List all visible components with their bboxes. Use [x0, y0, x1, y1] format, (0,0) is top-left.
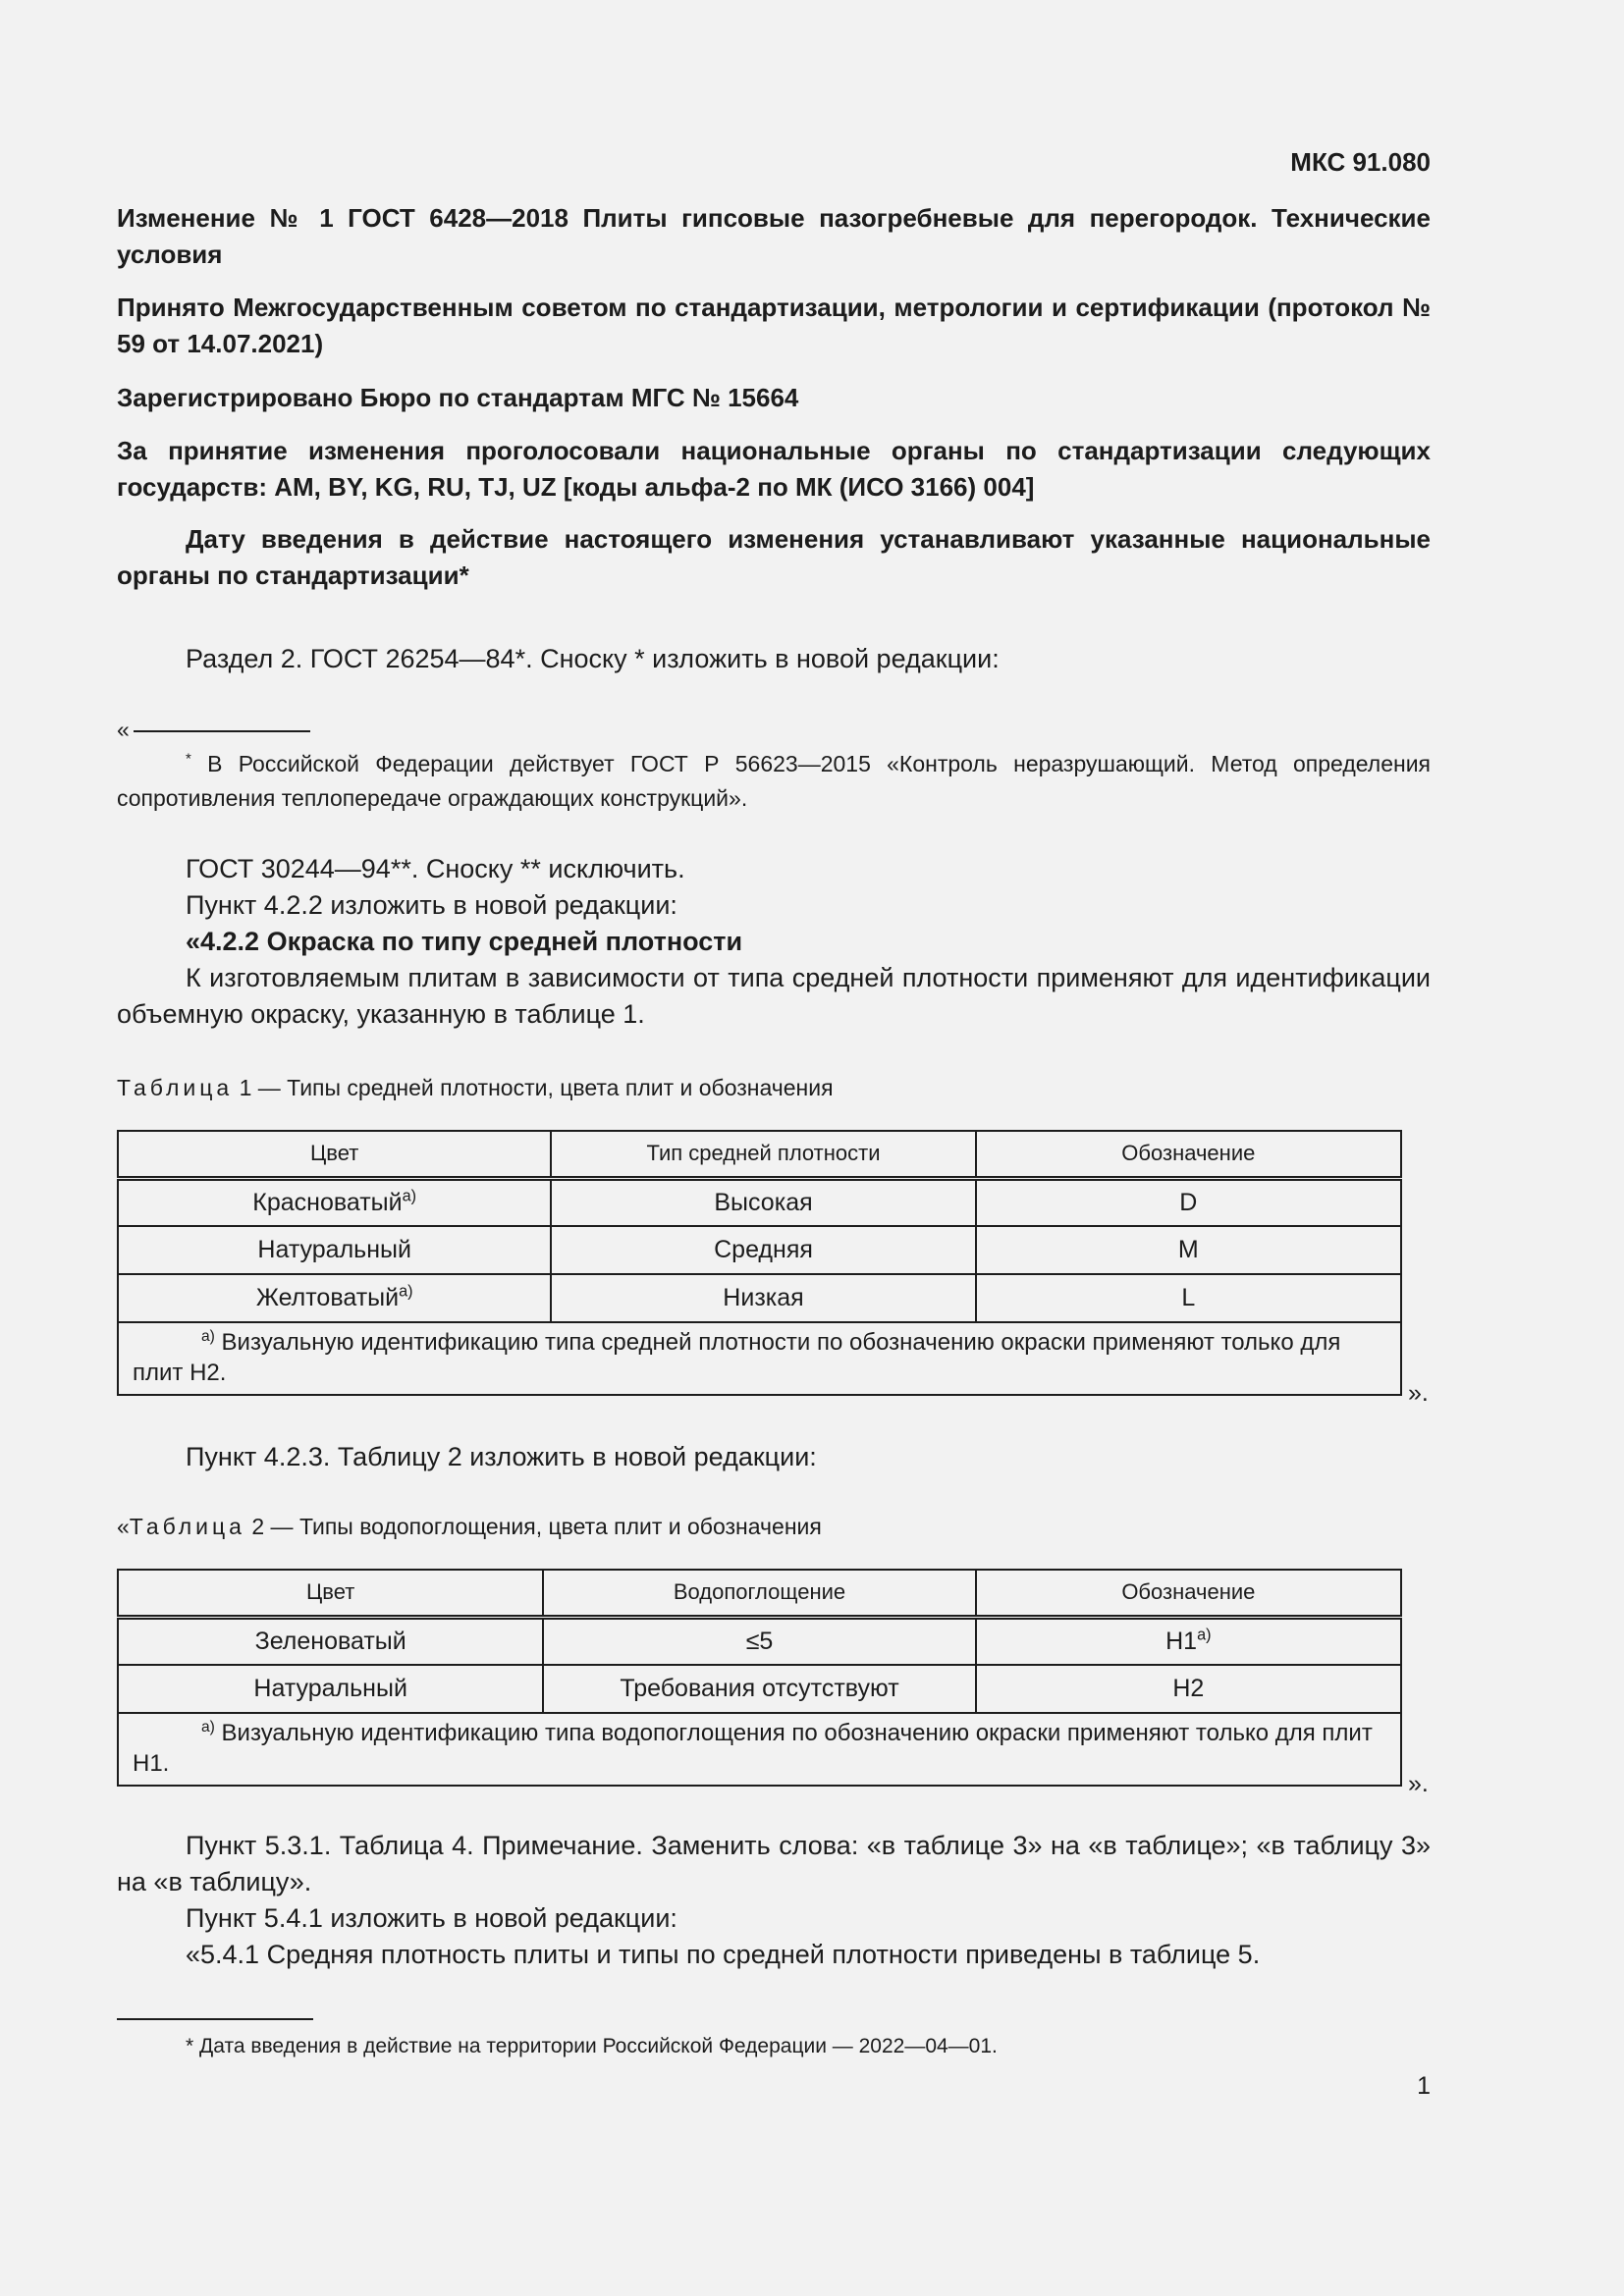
table1-header-code: Обозначение: [976, 1131, 1401, 1178]
table2-note: [118, 1713, 1401, 1786]
table-row: [118, 1665, 1401, 1713]
quote-mark: «: [117, 717, 130, 742]
note-mark: а): [201, 1328, 215, 1345]
gost-30244-instruction: ГОСТ 30244—94**. Сноску ** исключить.: [186, 854, 685, 883]
table1-note: [118, 1322, 1401, 1395]
table-cell-type: Высокая: [551, 1178, 975, 1226]
cell-note-mark: а): [1197, 1626, 1212, 1644]
table-cell-water: Требования отсутствуют: [543, 1665, 975, 1713]
table2-header-water: Водопоглощение: [543, 1570, 975, 1617]
document-page: [117, 0, 1431, 2296]
table-row: [118, 1226, 1401, 1274]
table1-header-type: Тип средней плотности: [551, 1131, 975, 1178]
table2-caption-rest: 2 — Типы водопоглощения, цвета плит и обозначения: [244, 1514, 822, 1539]
item-541-intro: Пункт 5.4.1 изложить в новой редакции:: [186, 1903, 677, 1933]
section2-instruction: Раздел 2. ГОСТ 26254—84*. Сноску * изложить в новой редакции:: [186, 644, 1000, 673]
table1-caption: [117, 1075, 834, 1101]
table1-caption-rest: 1 — Типы средней плотности, цвета плит и обозначения: [233, 1075, 834, 1100]
item-541-text: «5.4.1 Средняя плотность плиты и типы по средней плотности приведены в таблице 5.: [186, 1940, 1261, 1969]
footnote-star: [117, 747, 1431, 816]
note-text: Визуальную идентификацию типа средней плотности по обозначению окраски применяют только для плит Н2.: [133, 1329, 1341, 1386]
table-cell-color: Натуральный: [118, 1665, 543, 1713]
table-cell-code: [976, 1617, 1401, 1665]
item-422-intro: Пункт 4.2.2 изложить в новой редакции:: [186, 890, 677, 920]
table1-close-quote: ».: [1408, 1379, 1429, 1407]
table2-close-quote: ».: [1408, 1770, 1429, 1797]
footnote-star-mark: *: [186, 750, 191, 768]
table-cell-water: ≤5: [543, 1617, 975, 1665]
footnote-separator-bottom: [117, 2018, 313, 2020]
voted-statement: За принятие изменения проголосовали национальные органы по стандартизации следующих государств: AM, BY, KG, RU, TJ, UZ [коды альфа-2 по МК (ИСО 3166) 004]: [117, 436, 1431, 502]
table2-caption-word: Таблица: [129, 1514, 245, 1539]
table-cell-code: Н2: [976, 1665, 1401, 1713]
cell-note-mark: а): [402, 1187, 417, 1205]
table-cell-color: [118, 1178, 551, 1226]
table1-header-color: Цвет: [118, 1131, 551, 1178]
table2-header-color: Цвет: [118, 1570, 543, 1617]
table-cell-color: Зеленоватый: [118, 1617, 543, 1665]
table-row: [118, 1274, 1401, 1322]
table2-header-row: [118, 1570, 1401, 1617]
page-number: 1: [1417, 2072, 1431, 2100]
bottom-footnote: * Дата введения в действие на территории Российской Федерации — 2022—04—01.: [186, 2035, 998, 2057]
table1-caption-word: Таблица: [117, 1075, 234, 1100]
table1-header-row: [118, 1131, 1401, 1178]
table-cell-code: L: [976, 1274, 1401, 1322]
table-cell-color: [118, 1274, 551, 1322]
table-cell-code: D: [976, 1178, 1401, 1226]
footnote-separator: [134, 730, 310, 732]
table2: [117, 1569, 1402, 1787]
effective-date-statement: Дату введения в действие настоящего изменения устанавливают указанные национальные органы по стандартизации*: [117, 524, 1431, 590]
item-422-text: К изготовляемым плитам в зависимости от типа средней плотности применяют для идентификации объемную окраску, указанную в таблице 1.: [117, 963, 1431, 1029]
table2-caption-prefix: «: [117, 1514, 130, 1539]
footnote-quote-open: [117, 717, 310, 743]
classification-code: МКС 91.080: [1290, 147, 1431, 177]
table1: [117, 1130, 1402, 1396]
table-cell-type: Средняя: [551, 1226, 975, 1274]
table-cell-type: Низкая: [551, 1274, 975, 1322]
amendment-title: Изменение № 1 ГОСТ 6428—2018 Плиты гипсовые пазогребневые для перегородок. Технические условия: [117, 203, 1431, 269]
table-cell-color: Натуральный: [118, 1226, 551, 1274]
registered-statement: Зарегистрировано Бюро по стандартам МГС № 15664: [117, 383, 799, 412]
table-row: [118, 1178, 1401, 1226]
adopted-statement: Принято Межгосударственным советом по стандартизации, метрологии и сертификации (протокол № 59 от 14.07.2021): [117, 293, 1431, 358]
table2-note-row: [118, 1713, 1401, 1786]
table-row: [118, 1617, 1401, 1665]
table2-caption: [117, 1514, 822, 1540]
cell-text: Н1: [1165, 1627, 1198, 1655]
item-531-instruction: Пункт 5.3.1. Таблица 4. Примечание. Заменить слова: «в таблице 3» на «в таблице»; «в таблицу 3» на «в таблицу».: [117, 1831, 1431, 1896]
table2-header-code: Обозначение: [976, 1570, 1401, 1617]
footnote-star-text: В Российской Федерации действует ГОСТ Р 56623—2015 «Контроль неразрушающий. Метод определения сопротивления теплопередаче ограждающих конструкций».: [117, 751, 1431, 811]
note-mark: а): [201, 1719, 215, 1735]
note-text: Визуальную идентификацию типа водопоглощения по обозначению окраски применяют только для плит Н1.: [133, 1720, 1373, 1777]
table-cell-code: M: [976, 1226, 1401, 1274]
item-423-instruction: Пункт 4.2.3. Таблицу 2 изложить в новой редакции:: [186, 1442, 817, 1471]
cell-text: Красноватый: [252, 1188, 403, 1216]
item-422-heading: «4.2.2 Окраска по типу средней плотности: [186, 927, 743, 956]
table1-note-row: [118, 1322, 1401, 1395]
cell-note-mark: а): [399, 1282, 413, 1301]
cell-text: Желтоватый: [255, 1284, 400, 1311]
